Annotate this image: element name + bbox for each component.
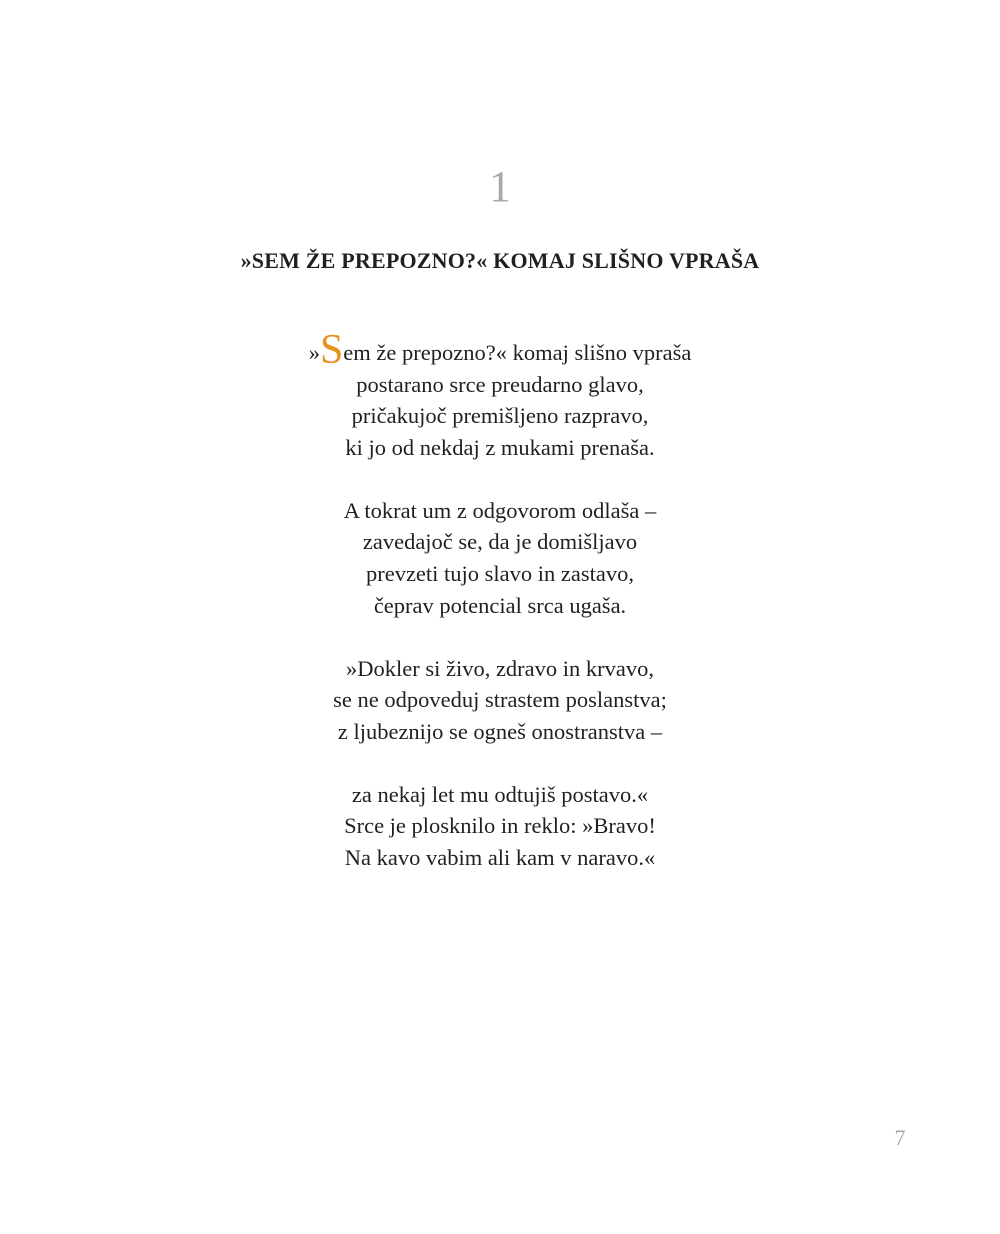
poem-line: Srce je plosknilo in reklo: »Bravo! [344,813,656,839]
poem-line: prevzeti tujo slavo in zastavo, [365,561,635,587]
poem-line: se ne odpoveduj strastem poslanstva; [333,687,667,713]
poem-line: za nekaj let mu odtujiš postavo.« [351,781,649,807]
poem-line: »Dokler si živo, zdravo in krvavo, [345,655,655,681]
poem-line: postarano srce preudarno glavo, [356,371,644,397]
first-line-text: em že prepozno?« komaj slišno vpraša [343,340,692,365]
poem-line: z ljubeznijo se ogneš onostranstva – [337,718,663,744]
poem-line: čeprav potencial srca ugaša. [373,592,627,618]
dropcap-letter: S [319,327,344,373]
poem-line: pričakujoč premišljeno razpravo, [351,403,649,429]
stanza-3 [0,653,1000,748]
poem-line: Na kavo vabim ali kam v naravo.« [344,844,656,870]
page-number: 7 [894,1125,906,1150]
stanza-1 [0,327,1000,464]
chapter-number: 1 [489,162,511,211]
stanza-4 [0,779,1000,874]
poem-line [0,327,1000,373]
poem-body [0,327,1000,905]
poem-line: zavedajoč se, da je domišljavo [362,529,638,555]
poem-line: ki jo od nekdaj z mukami prenaša. [345,435,655,461]
opening-quote: » [308,340,320,365]
stanza-2 [0,495,1000,622]
poem-line: A tokrat um z odgovorom odlaša – [343,497,657,523]
poem-title: »SEM ŽE PREPOZNO?« KOMAJ SLIŠNO VPRAŠA [240,248,760,273]
